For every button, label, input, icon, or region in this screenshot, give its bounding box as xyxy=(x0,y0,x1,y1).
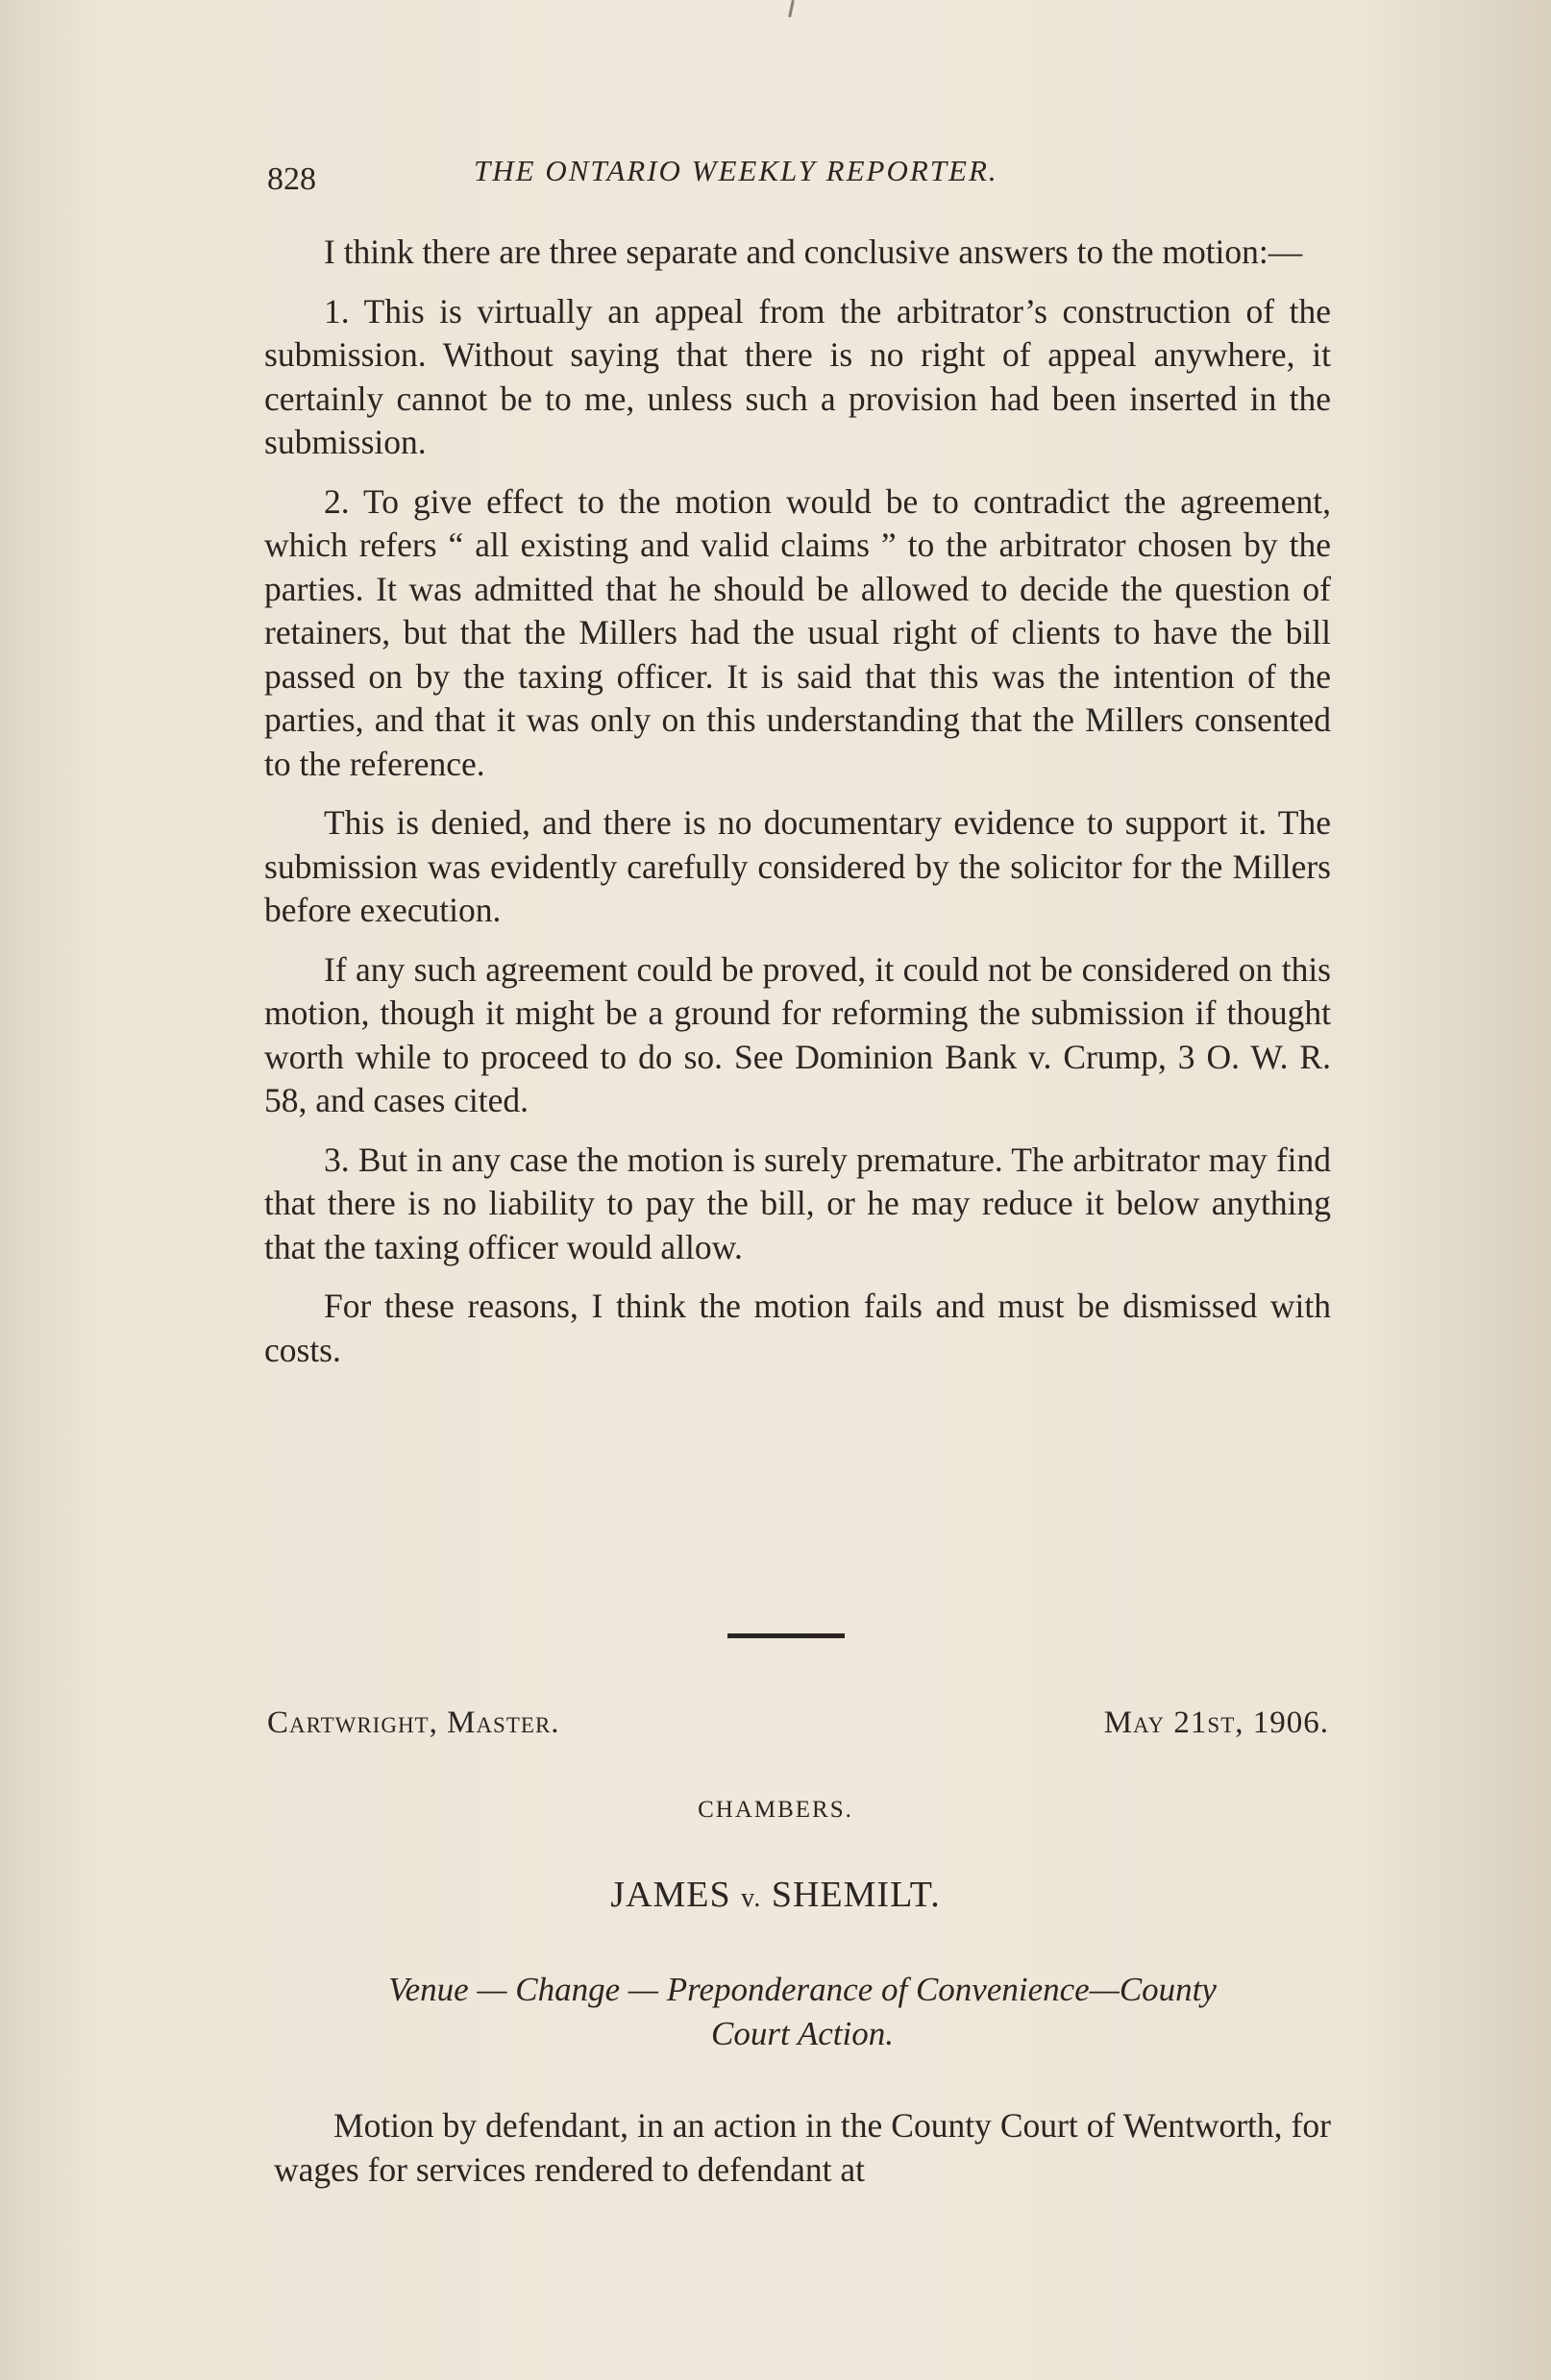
judge-name: Cartwright, Master. xyxy=(267,1705,560,1740)
byline xyxy=(267,1705,1329,1754)
court-name: CHAMBERS. xyxy=(698,1797,853,1823)
headnote xyxy=(274,1968,1331,2056)
headnote-line-2: Court Action. xyxy=(711,2015,894,2052)
plaintiff-name: JAMES xyxy=(610,1875,731,1915)
running-head: THE ONTARIO WEEKLY REPORTER. xyxy=(474,154,998,187)
paragraph: 1. This is virtually an appeal from the arbitrator’s construction of the submission. Without saying that there is no right of appeal anywhere, it certainly cannot be to me, unless such a provision had been inserted in the submission. xyxy=(264,291,1331,461)
defendant-name: SHEMILT. xyxy=(771,1875,941,1915)
paragraph: This is denied, and there is no documentary evidence to support it. The submission was evidently carefully considered by the solicitor for the Millers before execution. xyxy=(264,803,1331,929)
paragraph: 2. To give effect to the motion would be to contradict the agreement, which refers “ all existing and valid claims ” to the arbitrator chosen by the parties. It was admitted that he should be allowed to decide the question of retainers, but that the Millers had the usual right of clients to have the bill passed on by the taxing officer. It is said that this was the intention of the parties, and that it was only on this understanding that the Millers consented to the reference. xyxy=(264,481,1331,783)
judgment-body xyxy=(264,231,1331,1387)
paragraph: I think there are three separate and conclusive answers to the motion:— xyxy=(324,233,1303,271)
headnote-line-1: Venue — Change — Preponderance of Convenience—County xyxy=(388,1971,1217,2008)
decision-date: May 21st, 1906. xyxy=(1103,1705,1329,1740)
paragraph: 3. But in any case the motion is surely premature. The arbitrator may find that there is no liability to pay the bill, or he may reduce it below anything that the taxing officer would allow. xyxy=(264,1140,1331,1266)
section-divider xyxy=(727,1633,845,1638)
paragraph: If any such agreement could be proved, it could not be considered on this motion, though it might be a ground for reforming the submission if thought worth while to proceed to do so. See Dominion Bank v. Crump, 3 O. W. R. 58, and cases cited. xyxy=(264,949,1331,1119)
page-header xyxy=(267,154,1324,211)
case-title xyxy=(0,1874,1551,1916)
paragraph: For these reasons, I think the motion fails and must be dismissed with costs. xyxy=(264,1287,1331,1369)
page-number: 828 xyxy=(267,161,316,197)
pencil-mark xyxy=(788,0,795,17)
versus: v. xyxy=(741,1883,762,1913)
motion-paragraph: Motion by defendant, in an action in the County Court of Wentworth, for wages for services rendered to defendant at xyxy=(274,2106,1331,2189)
